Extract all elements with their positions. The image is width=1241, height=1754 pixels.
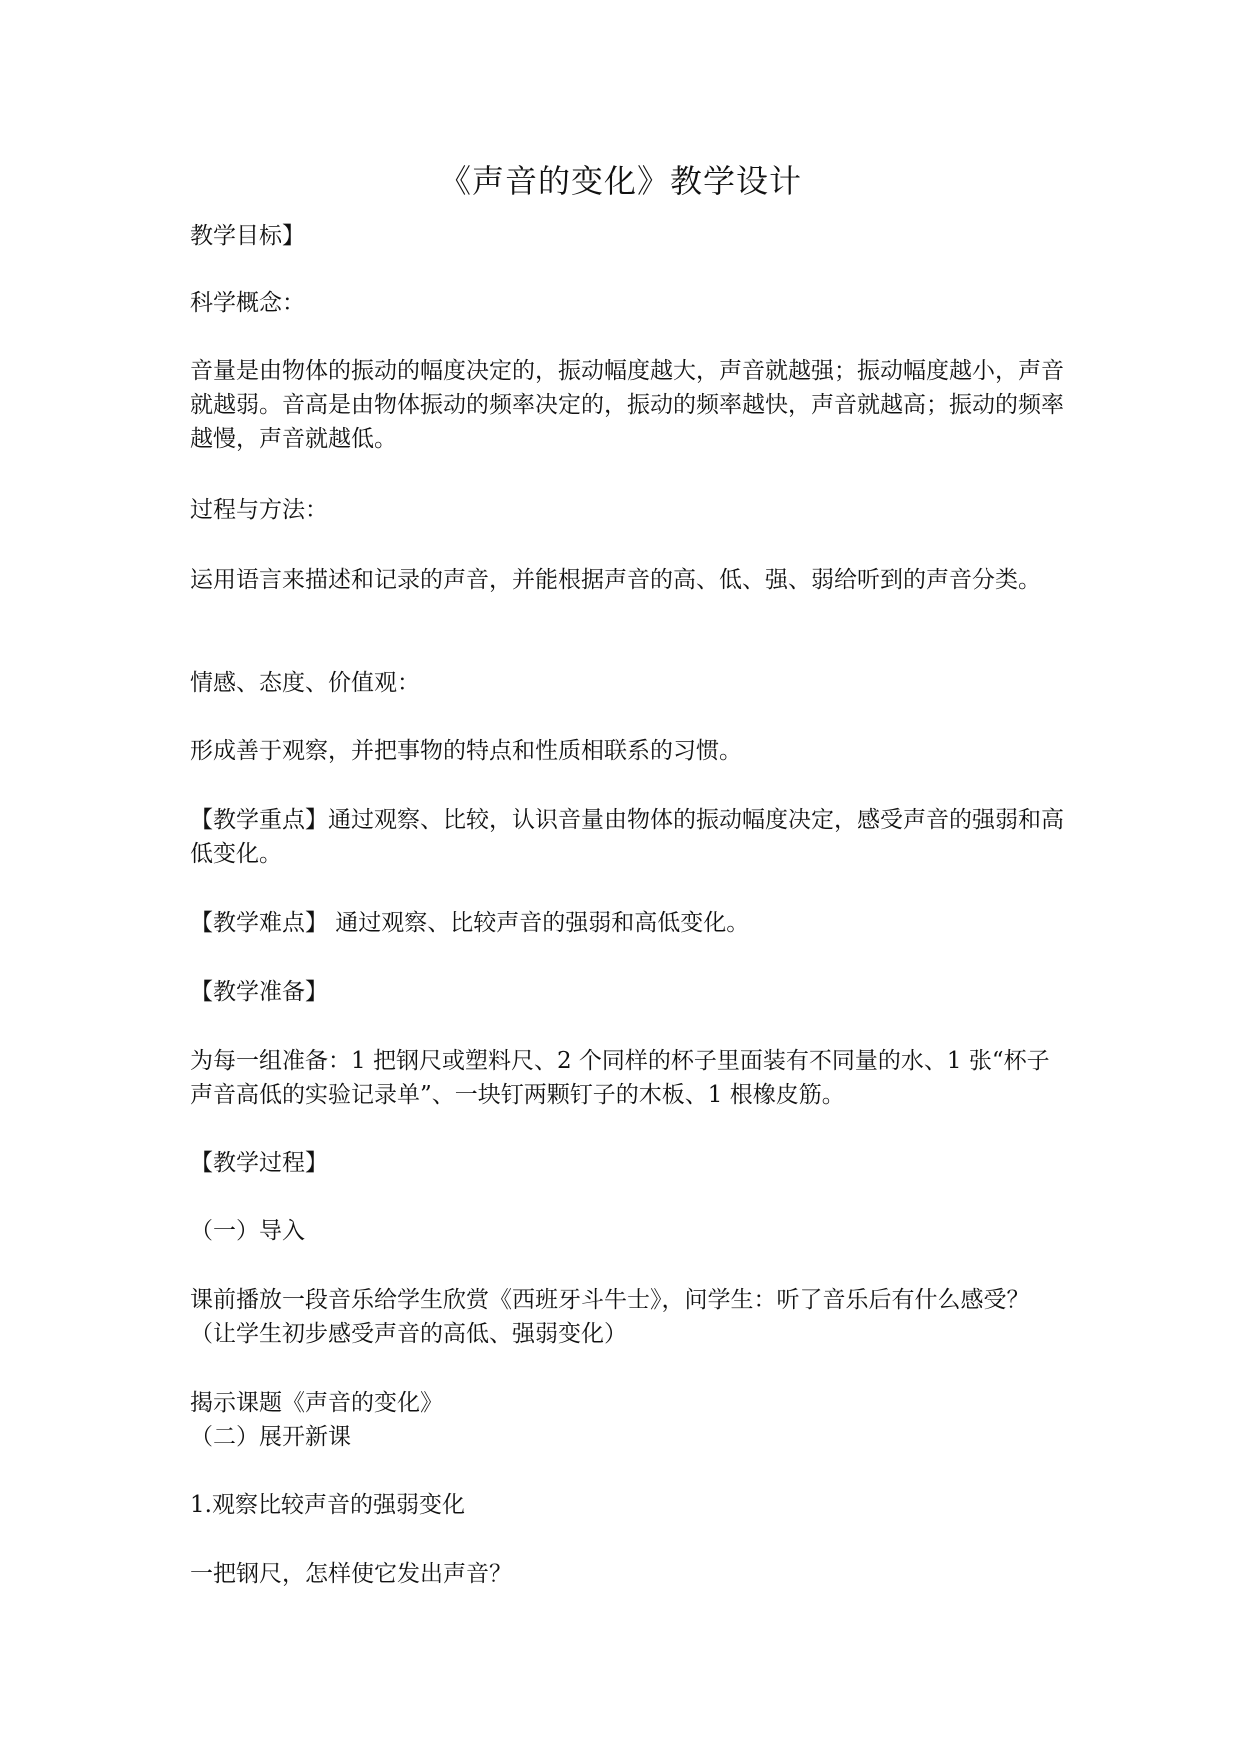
- science-concept-label: 科学概念：: [190, 290, 305, 316]
- step1-heading: 1.观察比较声音的强弱变化: [190, 1492, 465, 1518]
- preparation-heading: 【教学准备】: [190, 979, 328, 1005]
- process-method-paragraph: 运用语言来描述和记录的声音，并能根据声音的高、低、强、弱给听到的声音分类。: [190, 567, 1041, 593]
- reveal-topic-line: 揭示课题《声音的变化》: [190, 1390, 443, 1416]
- intro-paragraph: 课前播放一段音乐给学生欣赏《西班牙斗牛士》，问学生：听了音乐后有什么感受？（让学生初步感受声音的高低、强弱变化）: [190, 1287, 1030, 1347]
- preparation-paragraph: 为每一组准备：1 把钢尺或塑料尺、2 个同样的杯子里面装有不同量的水、1 张“杯子声音高低的实验记录单”、一块钉两颗钉子的木板、1 根橡皮筋。: [190, 1048, 1050, 1108]
- intro-heading: （一）导入: [190, 1218, 305, 1244]
- process-heading: 【教学过程】: [190, 1150, 328, 1176]
- key-point-paragraph: 【教学重点】通过观察、比较，认识音量由物体的振动幅度决定，感受声音的强弱和高低变化。: [190, 807, 1064, 867]
- attitude-label: 情感、态度、价值观：: [190, 670, 420, 696]
- objectives-heading: 教学目标】: [190, 223, 305, 249]
- step1-question: 一把钢尺，怎样使它发出声音？: [190, 1561, 512, 1587]
- document-title: 《声音的变化》教学设计: [438, 162, 802, 200]
- difficulty-paragraph: 【教学难点】 通过观察、比较声音的强弱和高低变化。: [190, 910, 750, 936]
- attitude-paragraph: 形成善于观察，并把事物的特点和性质相联系的习惯。: [190, 738, 742, 764]
- process-method-label: 过程与方法：: [190, 497, 328, 523]
- new-lesson-heading: （二）展开新课: [190, 1424, 351, 1450]
- science-concept-paragraph: 音量是由物体的振动的幅度决定的，振动幅度越大，声音就越强；振动幅度越小，声音就越弱。音高是由物体振动的频率决定的，振动的频率越快，声音就越高；振动的频率越慢，声音就越低。: [190, 358, 1064, 452]
